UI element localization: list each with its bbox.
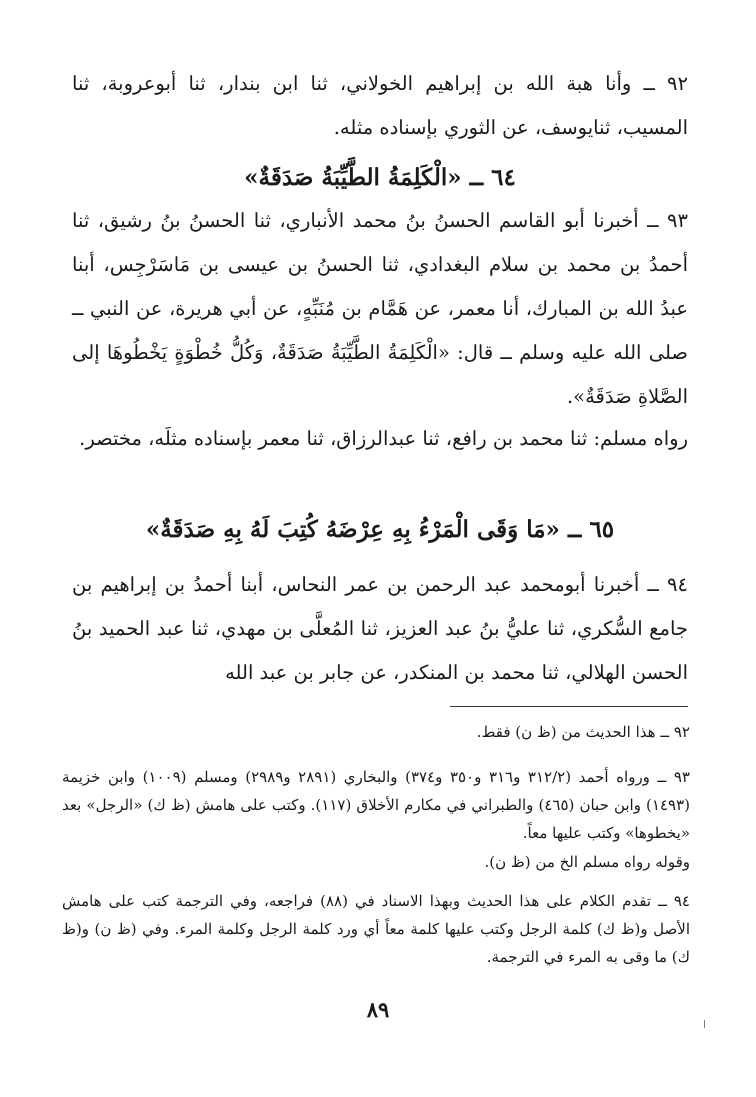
hadith-93-paragraph: ٩٣ ــ أخبرنا أبو القاسم الحسنُ بنُ محمد الأنباري، ثنا الحسنُ بنُ رشيق، ثنا أحمدُ بن محمد بن سلام البغدادي، ثنا الحسنُ بن عيسى بن مَاسَرْجِس، أبنا عبدُ الله بن المبارك، أنا معمر، عن هَمَّام بن مُنَبِّهٍ، عن أبي هريرة، عن النبي ــ صلى الله عليه وسلم ــ قال: «الْكَلِمَةُ الطَّيِّبَةُ صَدَقَةٌ، وَكُلُّ خُطْوَةٍ يَخْطُوهَا إلى الصَّلاةِ صَدَقَةٌ».	[72, 209, 688, 408]
footnote-separator	[450, 706, 688, 707]
footnote-93-addendum: وقوله رواه مسلم الخ من (ظ ن).	[484, 853, 690, 871]
scan-speck	[704, 1020, 705, 1028]
footnote-93: ٩٣ ــ ورواه أحمد (٣١٢/٢ و٣١٦ و٣٥٠ و٣٧٤) والبخاري (٢٨٩١ و٢٩٨٩) ومسلم (١٠٠٩) وابن خزيمة (١٤٩٣) وابن حبان (٤٦٥) والطبراني في مكارم الأخلاق (١١٧). وكتب على هامش (ظ ك) «الرجل» بعد «يخطوها» وكتب عليها معاً.	[62, 768, 691, 842]
section-64-heading: ٦٤ ــ «الْكَلِمَةُ الطَّيِّبَةُ صَدَقَةٌ»	[244, 164, 516, 191]
hadith-92-paragraph: ٩٢ ــ وأنا هبة الله بن إبراهيم الخولاني، ثنا ابن بندار، ثنا أبوعروبة، ثنا المسيب، ثنايوسف، عن الثوري بإسناده مثله.	[72, 72, 688, 139]
hadith-93-narration-note: رواه مسلم: ثنا محمد بن رافع، ثنا عبدالرزاق، ثنا معمر بإسناده مثلَه، مختصر.	[79, 427, 688, 450]
footnote-92: ٩٢ ــ هذا الحديث من (ظ ن) فقط.	[476, 723, 690, 741]
page-number: ٨٩	[366, 997, 390, 1022]
hadith-94-paragraph: ٩٤ ــ أخبرنا أبومحمد عبد الرحمن بن عمر النحاس، أبنا أحمدُ بن إبراهيم بن جامع السُّكري، ثنا عليُّ بنُ عبد العزيز، ثنا المُعلَّى بن مهدي، ثنا عبد الحميد بنُ الحسن الهلالي، ثنا محمد بن المنكدر، عن جابر بن عبد الله	[72, 573, 688, 684]
section-65-heading: ٦٥ ــ «مَا وَقَى الْمَرْءُ بِهِ عِرْضَهُ كُتِبَ لَهُ بِهِ صَدَقَةٌ»	[145, 516, 615, 543]
footnote-94: ٩٤ ــ تقدم الكلام على هذا الحديث وبهذا الاسناد في (٨٨) فراجعه، وفي الترجمة كتب على هامش الأصل و(ظ ك) كلمة الرجل وكتب عليها كلمة معاً أي ورد كلمة الرجل وكلمة المرء. وفي (ظ ن) و(ظ ك) ما وقى به المرء في الترجمة.	[62, 892, 690, 966]
